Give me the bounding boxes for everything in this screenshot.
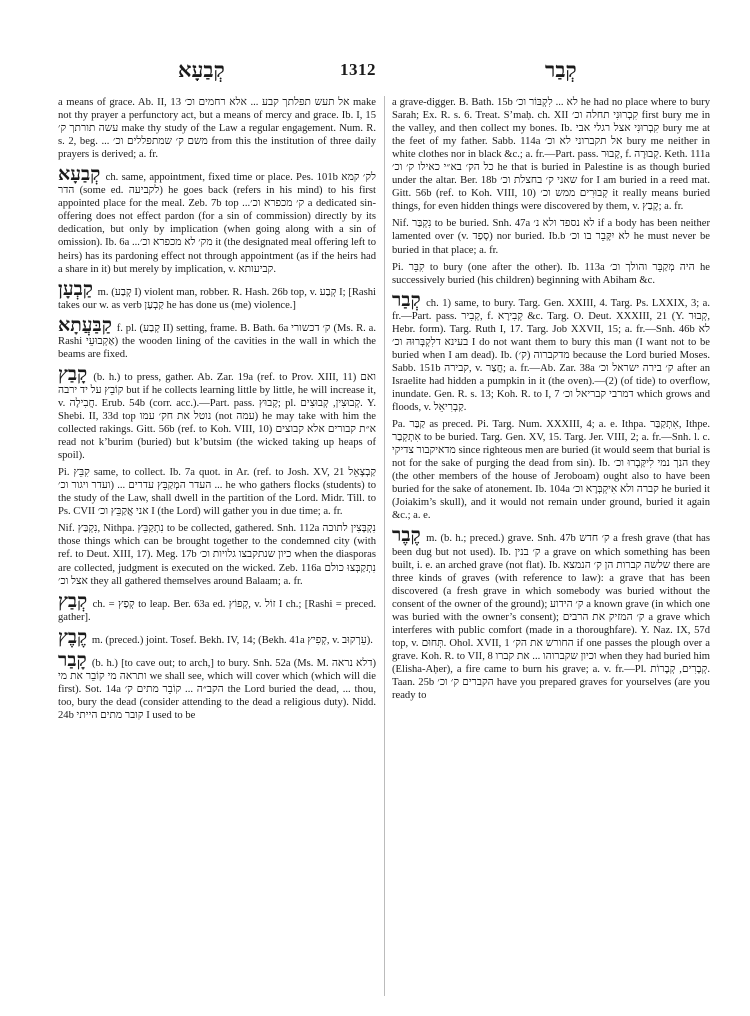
entry-headword: קְבַר [392, 289, 421, 311]
entry-text: Nif. נִקְבַּר to be buried. Snh. 47a לא נספד ולא נ׳ if a body has been neither lamented over (v. סָפַד) nor buried. Ib.b לא יִקָּבֵר בו וכ׳ he must never be buried in that place; a. fr. [392, 218, 710, 256]
entry-headword: קֶבֶר [392, 525, 421, 547]
dictionary-entry [58, 280, 376, 312]
entry-text: ch. same, appointment, fixed time or place. Pes. 101b לק׳ קמא הדר (some ed. לקביעה) he goes back (refers in his mind) to his first appointed place for the meal. Zeb. 7b top ...ק׳ מכפרא וכ׳ a dedicated sin-offering does not effect pardon (for a sin of commission) directly by its dedication, but only by implication (when going along with a sin of omission). Ib. 6a ...מק׳ לא מכפרא וכ׳ it (the designated meal offering left to heirs) has its pardoning effect not through appointment (as if the heirs had a share in it) but merely by implication, v. קביעותא. [58, 172, 376, 275]
entry-text: (b. h.) to press, gather. Ab. Zar. 19a (ref. to Prov. XIII, 11) ואם קוֹבֵץ על יד ירבה but if he collects learning little by little, he will increase it, v. חֲבִילָה. Erub. 54b (corr. acc.).—Part. pass. קָבוּץ; pl. קְבוּצִין, קְבוּצִים. Y. Shebi. II, 33d top נוטל את חק׳ עמו (not עמה) he may take with him the collected rakings. Gitt. 56b (ref. to Koh. VIII, 10) א״ת קבורים אלא קבוצים read not k’burim (buried) but k’butsim (the wicked taking up heaps of spoil). [58, 371, 376, 462]
column-divider [384, 96, 385, 996]
dictionary-entry [58, 365, 376, 462]
dictionary-entry [58, 651, 376, 722]
running-head-right: קְבַר [545, 58, 577, 82]
dictionary-entry [392, 418, 710, 522]
dictionary-entry [392, 526, 710, 702]
entry-text: f. pl. (קְבַע II) setting, frame. B. Bath. 6a ק׳ דכשורי (Ms. R. a. Rashi אַקְבוּעֵי) the wooden lining of the cavities in the wall in which the beams are fixed. [58, 322, 376, 360]
entry-headword: קְבַץ [58, 590, 88, 612]
dictionary-entry [58, 165, 376, 275]
dictionary-entry [58, 592, 376, 624]
page-header [0, 58, 750, 84]
entry-headword: קֶבֶץ [58, 626, 88, 648]
dictionary-entry [392, 217, 710, 256]
dictionary-entry [58, 628, 376, 647]
left-column [58, 96, 376, 1001]
entry-text: (b. h.) [to cave out; to arch,] to bury. Snh. 52a (Ms. M. דלא נראה) ותראה מי קוֹבֵר את מי we shall see, which will cover which (which will die first). Sot. 14a הקב״ה ... קוֹבֵר מתים ק׳ the Lord buried the dead, ... thou, too, bury the dead (consider attending to the dead a religious duty). Nidd. 24b קובר מתים הייתי I used to be [58, 657, 376, 721]
entry-text: Pi. קִבֵּץ same, to collect. Ib. 7a quot. in Ar. (ref. to Josh. XV, 21 קַבְצְאֵל ועדר ויגור וכ׳) ... העדר המְקַבֵּץ עדרים ... he who gathers flocks (students) to the study of the Law, shall dwell in the partition of the Lord. Midr. Till. to Ps. CVII אני אֲקַבֵּץ וכ׳ I (the Lord) will gather you in due time; a. fr. [58, 467, 376, 518]
right-column [392, 96, 710, 1001]
dictionary-entry [392, 261, 710, 287]
dictionary-entry [392, 96, 710, 213]
dictionary-entry [58, 466, 376, 518]
entry-text: m. (b. h.; preced.) grave. Snh. 47b ק׳ חדש a fresh grave (that has been dug but not used). Ib. ק׳ בנין a grave on which something has been built, i. e. an arched grave (not flat). Ib. שלשה קברות הן ק׳ הנמצא there are three kinds of graves (with reference to law): a grave that has been discovered (a fresh grave in which somebody was buried without the consent of the owner of the ground); ק׳ הידוע a known grave (in which one was buried with the owner’s consent); ק׳ המזיק את הרבים a grave which interferes with public comfort (made in a thoroughfare). Y. Naz. IX, 57d top, v. תְּחוּם. Ohol. XVII, 1 החורש את הק׳ if one passes the plough over a grave. Koh. R. to VII, 8 וכיון שקברוהו ... את קברו when they had buried him (Elisha-Aḥer), a fire came to burn his grave; a. v. fr.—Pl. קְבָרִים, קְבָרוֹת. Taan. 25b הקברים ק׳ וכ׳ have you prepared graves for yourselves (are you ready to [392, 533, 710, 702]
entry-headword: קַבְעָן [58, 278, 93, 300]
entry-headword: קְבַעָא [58, 164, 101, 186]
entry-text: m. (preced.) joint. Tosef. Bekh. IV, 14; (Bekh. 41a קְפִיץ, v. עֵרְקוּב). [91, 634, 373, 646]
entry-text: ch. 1) same, to bury. Targ. Gen. XXIII, 4. Targ. Ps. LXXIX, 3; a. fr.—Part. pass. קְבִיר, f. קְבִירָא &c. Targ. O. Deut. XXXIII, 21 (Y. קְבוּר, Hebr. form). Targ. Ruth I, 17. Targ. Job XXVII, 15; a. fr.—Snh. 46b לא בעינא דלִקְבְּרוּהּ וכ׳ I do not want them to bury this man (I want not to be buried when I am dead). Ib. (ק׳) מדקברוה because the Lord buried Moses. Sabb. 151b קבירה, v. חֲצַר; a. fr.—Ab. Zar. 38a ק׳ בירה ישראל וכ׳ after an Israelite had hidden a pumpkin in it (the oven).—(2) (of tide) to overflow, inundate. Gen. R. s. 13; Koh. R. to I, 7 דמרבי קבריאל וכ׳ which grows and floods, v. קַבְרִיאֵל. [392, 297, 710, 414]
entry-text: ch. = קְפַץ to leap. Ber. 63a ed. קְפוֹץ, v. זוֹל I ch.; [Rashi = preced. gather]. [58, 598, 376, 623]
entry-headword: קָבַץ [58, 363, 88, 385]
dictionary-entry [58, 316, 376, 361]
entry-text: a grave-digger. B. Bath. 15b לא ... לִקְבּוֹר וכ׳ he had no place where to bury Sarah; Ex. R. s. 6. Treat. S’maḥ. ch. XII קִבְרוּנִי תחלה וכ׳ first bury me in the valley, and then collect my bones. Ib. קִבְרוּנִי אצל רגלי אבי bury me at the feet of my father. Sabb. 114a אל תקברוני לא וכ׳ bury me neither in white clothes nor in black &c.; a. fr.—Part. pass. קָבוּר, f. קְבוּרָה. Keth. 111a כל הק׳ בא״י כאילו ק׳ וכ׳ he that is buried in Palestine is as though buried under the altar. Ber. 18b שאני ק׳ בחצלת וכ׳ for I am buried in a reed mat. Gitt. 56b (ref. to Koh. VIII, 10) קְבוּרִים ממש וכ׳ it really means buried things, for even hidden things were discovered by them, v. קָבַץ; a. fr. [392, 97, 710, 213]
page-number: 1312 [340, 60, 376, 79]
entry-text: Pi. קִבֵּר to bury (one after the other). Ib. 113a היה מְקַבֵּר והולך וכ׳ he successively buried (his children) beginning with Abiham &c. [392, 261, 710, 286]
entry-text: Nif. נִקְבַּץ, Nithpa. נִתְקַבֵּץ to be collected, gathered. Snh. 112a נִקְבָּצִין לתוכה those things which can be brought together to the condemned city (with ref. to Deut. XIII, 17). Meg. 17b כיון שנתקבצו גלויות וכ׳ when the diasporas are collected, judgment is executed on the wicked. Zeb. 116a נִתְקַבְּצוּ כולם אצל וכ׳ they all gathered themselves around Balaam; a. fr. [58, 523, 376, 587]
entry-text: a means of grace. Ab. II, 13 אל תעש תפלתך קבע ... אלא רחמים וכ׳ make not thy prayer a perfunctory act, but a means of mercy and grace. Ib. I, 15 עשה תורתך ק׳ make thy study of the Law a regular engagement. Num. R. s. 2, beg. ... משם ק׳ שמתפללים וכ׳ from this the institution of three daily prayers is derived; a. fr. [58, 97, 376, 161]
dictionary-entry [392, 291, 710, 414]
entry-text: Pa. קַבַּר as preced. Pi. Targ. Num. XXXIII, 4; a. e. Ithpa. אִתְקַבַּר, Ithpe. אִתְקְבַר to be buried. Targ. Gen. XV, 15. Targ. Jer. VIII, 2; a. fr.—Snh. l. c. מדאיקבור צדיקי since righteous men are buried (it would seem that burial is not for the sake of purging the dead from sin). Ib. הנך נמי לִיקַּבְרוּ וכ׳ they (the other members of the house of Jeroboam) ought also to have been buried for the sake of atonement. Ib. 104a קברה ולא אִיקְבְּרָא וכ׳ he buried it (Joiakim’s skull), and it would not remain under ground, buried it again &c.; a. e. [392, 419, 710, 522]
dictionary-entry [58, 522, 376, 587]
running-head-left: קְבַעָא [178, 58, 225, 82]
entry-headword: קָבַר [58, 649, 87, 671]
entry-headword: קַבַּעֲתָא [58, 314, 112, 336]
entry-text: m. (קְבַע I) violent man, robber. R. Hash. 26b top, v. קְבַע I; [Rashi takes our w. as verb קַבְעַן he has done us (me) violence.] [58, 286, 376, 311]
dictionary-entry [58, 96, 376, 161]
